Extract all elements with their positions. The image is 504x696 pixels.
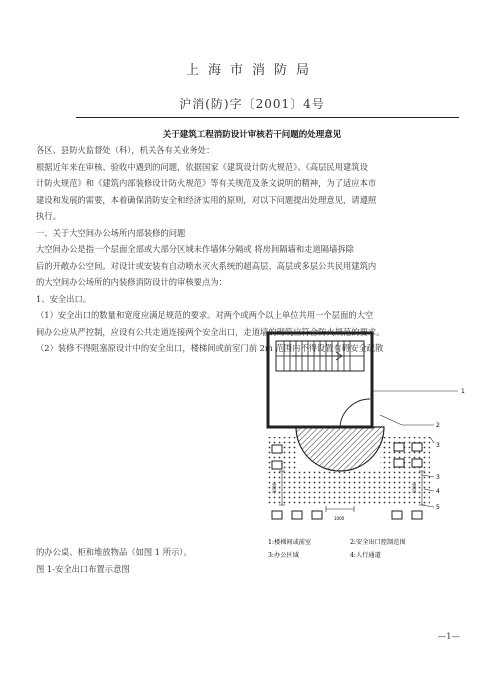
body-line: 建设和发展的需要，本着确保消防安全和经济实用的原则，对以下问题提出处理意见，请遵照 — [36, 194, 377, 205]
document-number: 沪消(防)字〔2001〕4号 — [179, 97, 325, 111]
body-line: 一、关于大空间办公场所内部装修的问题 — [36, 227, 186, 238]
figure-caption: 图 1-安全出口布置示意图 — [36, 563, 130, 574]
callout-label: 1 — [461, 388, 465, 395]
office-zone — [296, 471, 380, 505]
body-line: 后的开敞办公空间。对设计或安装有自动喷水灭火系统的超高层、高层或多层公共民用建筑内 — [36, 260, 377, 271]
callout-label: 2 — [436, 422, 440, 429]
body-line: （1）安全出口的数量和宽度应满足规范的要求。对两个或两个以上单位共用一个层面的大空 — [36, 310, 374, 320]
exit-layout-figure — [262, 325, 472, 575]
body-line: 1、安全出口。 — [36, 293, 92, 304]
dimension-label: 1000 — [412, 482, 417, 493]
body-line: 计防火规范》和《建筑内部装修设计防火规范》等有关规范及条文说明的精神，为了适应本市 — [36, 178, 377, 188]
callout-label: 5 — [436, 504, 440, 511]
body-line: 间办公应从严控制，应设有公共走道连接两个安全出口，走道墙的砌筑应符合防火规范的要求。 — [36, 326, 385, 337]
stairwell — [268, 333, 372, 427]
body-line: 的大空间办公场所的内装修消防设计的审核要点为： — [36, 277, 227, 287]
dimension-label: 1000 — [334, 516, 345, 521]
callout-label: 3 — [436, 474, 440, 481]
body-line: （2）装修不得阻塞原设计中的安全出口，楼梯间或前室门前 2m 范围内不得设置有碍安全疏散 — [36, 343, 384, 353]
callout-label: 3 — [436, 442, 440, 449]
document-heading: 关于建筑工程消防设计审核若干问题的处理意见 — [162, 130, 342, 140]
body-line: 的办公桌、柜和堆放物品（如图 1 所示）。 — [36, 547, 192, 557]
page-number: —1— — [437, 632, 460, 642]
door-swing — [340, 399, 370, 427]
callout-label: 4 — [436, 488, 440, 495]
legend-item: 2:安全出口控制范围 — [350, 539, 406, 546]
legend-item: 4:人行通道 — [350, 552, 381, 559]
tail-paragraph — [36, 544, 192, 577]
body-line: 根据近年来在审核、验收中遇到的问题，依据国家《建筑设计防火规范》、《高层民用建筑设 — [36, 161, 368, 172]
body-line: 执行。 — [36, 211, 61, 221]
org-title: 上海市消防局 — [185, 63, 318, 78]
body-line: 各区、县防火监督处（科），机关各有关业务处： — [36, 145, 215, 155]
dimension-label: 1000 — [272, 482, 277, 493]
body-line: 大空间办公是指一个层面全部或大部分区域未作墙体分隔或 将房间隔墙和走道隔墙拆除 — [36, 244, 354, 254]
legend-item: 3:办公区域 — [268, 552, 299, 559]
legend-item: 1:楼梯间或前室 — [268, 539, 312, 546]
exit-control-zone — [296, 427, 384, 471]
header-rule — [76, 117, 459, 118]
